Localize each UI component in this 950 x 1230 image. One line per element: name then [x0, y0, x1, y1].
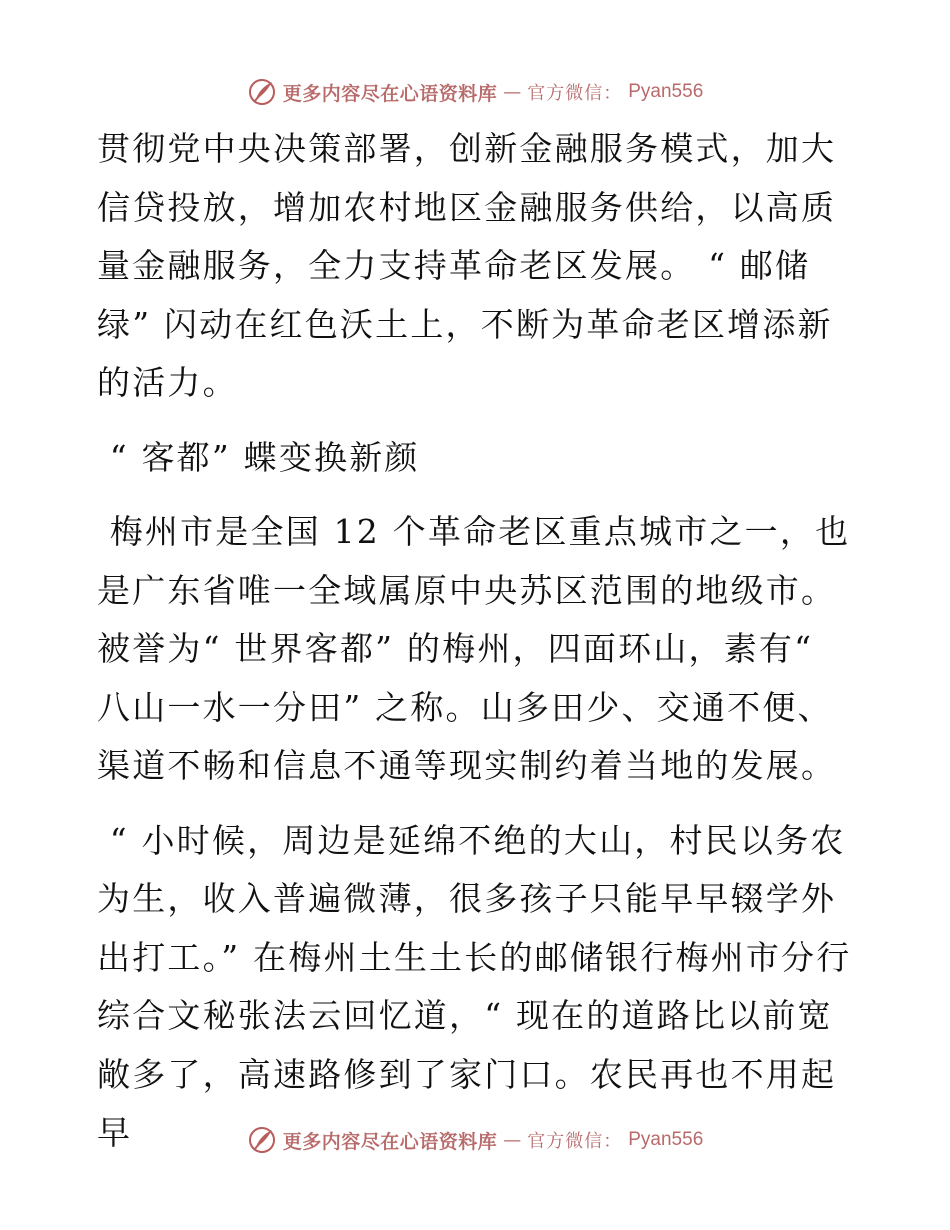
banner-wechat-id: Pyan556 [628, 81, 704, 102]
document-body [97, 120, 857, 1163]
banner-brand-text: 更多内容尽在心语资料库 [282, 82, 498, 105]
banner-wechat-label: 官方微信： [527, 83, 623, 104]
body-paragraph: 贯彻党中央决策部署，创新金融服务模式，加大信贷投放，增加农村地区金融服务供给，以高质量金融服务，全力支持革命老区发展。 “ 邮储绿” 闪动在红色沃土上，不断为革命老区增添新的活力。 [97, 129, 837, 402]
section-heading: “ 客都” 蝶变换新颜 [97, 437, 420, 477]
banner-separator: — [503, 1129, 522, 1151]
banner-wechat-label: 官方微信： [527, 1131, 623, 1152]
banner-brand-text: 更多内容尽在心语资料库 [282, 1130, 498, 1153]
body-paragraph: 梅州市是全国 12 个革命老区重点城市之一，也是广东省唯一全域属原中央苏区范围的地级市。被誉为“ 世界客都” 的梅州，四面环山，素有“ 八山一水一分田” 之称。山多田少、交通不便、渠道不畅和信息不通等现实制约着当地的发展。 [97, 512, 851, 785]
header-watermark-banner [0, 72, 950, 112]
quill-logo-icon [247, 77, 277, 107]
banner-wechat-id: Pyan556 [628, 1129, 704, 1150]
quill-logo-icon [247, 1125, 277, 1155]
banner-separator: — [503, 81, 522, 103]
footer-watermark-banner [0, 1120, 950, 1160]
body-paragraph: “ 小时候，周边是延绵不绝的大山，村民以务农为生，收入普遍微薄，很多孩子只能早早辍学外出打工。” 在梅州土生土长的邮储银行梅州市分行综合文秘张法云回忆道，“ 现在的道路比以前宽敞多了，高速路修到了家门口。农民再也不用起早 [97, 820, 852, 1152]
